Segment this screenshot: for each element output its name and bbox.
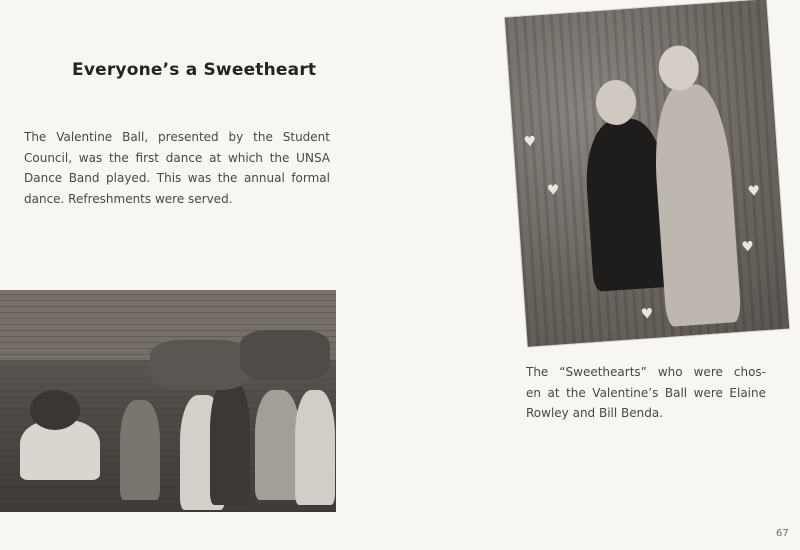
dancing-crowd [0,290,336,512]
body-line: Council, was the first dance at which the UNSA [24,150,330,165]
photo-caption [526,362,766,424]
heart-decoration-icon: ♥ [546,182,561,199]
dance-photo [0,290,336,512]
sweethearts-photo [505,0,789,347]
caption-line: en at the Valentine’s Ball were Elaine [526,385,766,400]
heart-decoration-icon: ♥ [747,183,761,201]
body-line: The Valentine Ball, presented by the Student [24,130,330,144]
heart-decoration-icon: ♥ [740,238,755,256]
man-figure [650,82,742,327]
article-body [24,127,330,209]
heart-decoration-icon: ♥ [640,305,654,323]
caption-line: Rowley and Bill Benda. [526,406,664,420]
caption-line: The “Sweethearts” who were chos- [526,365,766,379]
heart-decoration-icon: ♥ [523,133,537,151]
page-title: Everyone’s a Sweetheart [72,60,317,80]
body-line: dance. Refreshments were served. [24,191,233,206]
body-line: Dance Band played. This was the annual formal [24,171,330,185]
page-number: 67 [776,528,789,539]
